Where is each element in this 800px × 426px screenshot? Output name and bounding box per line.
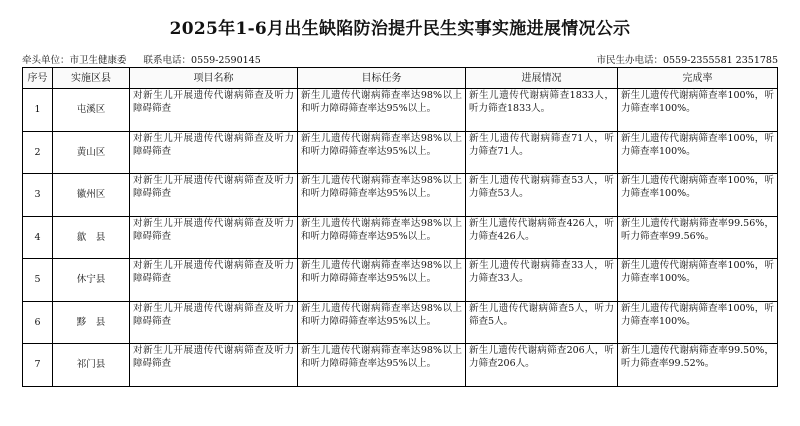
row-project: 对新生儿开展遗传代谢病筛查及听力障碍筛查	[130, 216, 298, 259]
row-goal: 新生儿遗传代谢病筛查率达98%以上和听力障碍筛查率达95%以上。	[298, 131, 466, 174]
row-no: 4	[23, 216, 53, 259]
row-goal: 新生儿遗传代谢病筛查率达98%以上和听力障碍筛查率达95%以上。	[298, 174, 466, 217]
row-no: 1	[23, 89, 53, 132]
row-no: 3	[23, 174, 53, 217]
table-row	[23, 301, 778, 344]
row-rate: 新生儿遗传代谢病筛查率100%，听力筛查率100%。	[618, 89, 778, 132]
row-progress: 新生儿遗传代谢病筛查53人，听力筛查53人。	[466, 174, 618, 217]
row-rate: 新生儿遗传代谢病筛查率99.50%，听力筛查率99.52%。	[618, 344, 778, 387]
header-no: 序号	[23, 68, 53, 89]
row-progress: 新生儿遗传代谢病筛查1833人，听力筛查1833人。	[466, 89, 618, 132]
table-row	[23, 89, 778, 132]
contact-info	[22, 52, 261, 66]
row-area: 歙 县	[53, 216, 130, 259]
progress-table	[22, 67, 778, 387]
row-rate: 新生儿遗传代谢病筛查率99.56%，听力筛查率99.56%。	[618, 216, 778, 259]
row-project: 对新生儿开展遗传代谢病筛查及听力障碍筛查	[130, 174, 298, 217]
table-header-row	[23, 68, 778, 89]
table-row	[23, 216, 778, 259]
office-phone: 市民生办电话：0559-2355581 2351785	[596, 55, 778, 66]
row-area: 徽州区	[53, 174, 130, 217]
header-area: 实施区县	[53, 68, 130, 89]
row-area: 黟 县	[53, 301, 130, 344]
row-project: 对新生儿开展遗传代谢病筛查及听力障碍筛查	[130, 131, 298, 174]
row-project: 对新生儿开展遗传代谢病筛查及听力障碍筛查	[130, 89, 298, 132]
row-project: 对新生儿开展遗传代谢病筛查及听力障碍筛查	[130, 259, 298, 302]
row-project: 对新生儿开展遗传代谢病筛查及听力障碍筛查	[130, 301, 298, 344]
row-no: 6	[23, 301, 53, 344]
lead-unit: 牵头单位：市卫生健康委	[22, 55, 127, 66]
row-no: 7	[23, 344, 53, 387]
row-goal: 新生儿遗传代谢病筛查率达98%以上和听力障碍筛查率达95%以上。	[298, 259, 466, 302]
row-goal: 新生儿遗传代谢病筛查率达98%以上和听力障碍筛查率达95%以上。	[298, 216, 466, 259]
table-row	[23, 131, 778, 174]
row-area: 黄山区	[53, 131, 130, 174]
table-row	[23, 259, 778, 302]
row-goal: 新生儿遗传代谢病筛查率达98%以上和听力障碍筛查率达95%以上。	[298, 301, 466, 344]
contact-phone: 联系电话：0559-2590145	[143, 55, 261, 66]
row-area: 休宁县	[53, 259, 130, 302]
row-project: 对新生儿开展遗传代谢病筛查及听力障碍筛查	[130, 344, 298, 387]
row-rate: 新生儿遗传代谢病筛查率100%，听力筛查率100%。	[618, 131, 778, 174]
table-row	[23, 344, 778, 387]
row-rate: 新生儿遗传代谢病筛查率100%，听力筛查率100%。	[618, 259, 778, 302]
row-no: 2	[23, 131, 53, 174]
row-rate: 新生儿遗传代谢病筛查率100%，听力筛查率100%。	[618, 174, 778, 217]
row-progress: 新生儿遗传代谢病筛查33人，听力筛查33人。	[466, 259, 618, 302]
row-progress: 新生儿遗传代谢病筛查426人，听力筛查426人。	[466, 216, 618, 259]
page-title: 2025年1-6月出生缺陷防治提升民生实事实施进展情况公示	[169, 19, 631, 39]
header-goal: 目标任务	[298, 68, 466, 89]
header-rate: 完成率	[618, 68, 778, 89]
row-area: 祁门县	[53, 344, 130, 387]
row-no: 5	[23, 259, 53, 302]
table-row	[23, 174, 778, 217]
row-goal: 新生儿遗传代谢病筛查率达98%以上和听力障碍筛查率达95%以上。	[298, 344, 466, 387]
header-project: 项目名称	[130, 68, 298, 89]
row-goal: 新生儿遗传代谢病筛查率达98%以上和听力障碍筛查率达95%以上。	[298, 89, 466, 132]
row-progress: 新生儿遗传代谢病筛查71人，听力筛查71人。	[466, 131, 618, 174]
row-rate: 新生儿遗传代谢病筛查率100%，听力筛查率100%。	[618, 301, 778, 344]
header-progress: 进展情况	[466, 68, 618, 89]
row-progress: 新生儿遗传代谢病筛查5人，听力筛查5人。	[466, 301, 618, 344]
row-progress: 新生儿遗传代谢病筛查206人，听力筛查206人。	[466, 344, 618, 387]
row-area: 屯溪区	[53, 89, 130, 132]
